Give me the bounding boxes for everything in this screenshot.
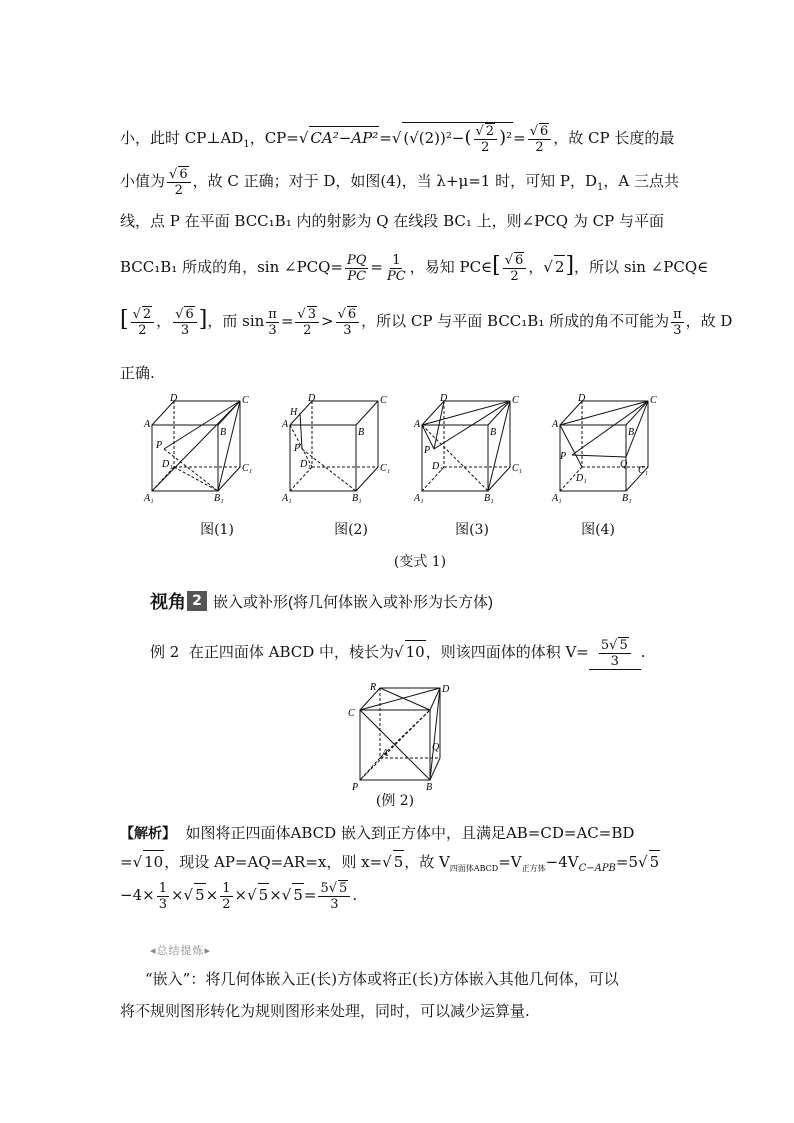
sqrt-sign bbox=[394, 643, 404, 661]
sqrt-content: CA²−AP² bbox=[309, 126, 379, 149]
text-segment: = bbox=[120, 853, 133, 871]
text-segment: =V bbox=[498, 853, 522, 871]
label-C1: C₁ bbox=[380, 463, 390, 474]
bracket-close: ] bbox=[565, 253, 575, 278]
text-segment: = bbox=[370, 258, 383, 276]
text-line-2 bbox=[120, 166, 680, 199]
sqrt-sign bbox=[543, 258, 553, 276]
sqrt-content: 6 bbox=[540, 124, 549, 139]
text-segment: 如图将正四面体ABCD 嵌入到正方体中，且满足AB=CD=AC=BD bbox=[185, 824, 635, 842]
label-B: B bbox=[426, 782, 433, 792]
label-B1: B₁ bbox=[622, 493, 632, 504]
text-segment: > bbox=[321, 312, 334, 330]
label-A1: A₁ bbox=[282, 493, 292, 504]
label-Q: Q bbox=[432, 742, 440, 753]
fraction bbox=[318, 880, 350, 912]
numerator: PQ bbox=[347, 252, 367, 268]
numerator: 1 bbox=[392, 252, 401, 268]
text-line-6: 正确. bbox=[120, 364, 155, 382]
bracket-close: ] bbox=[198, 307, 208, 332]
label-B: B bbox=[358, 427, 365, 438]
paren-close: ) bbox=[499, 127, 507, 148]
text-segment: = bbox=[280, 312, 294, 330]
paren-open: ( bbox=[464, 127, 472, 148]
label-B: B bbox=[220, 427, 227, 438]
numerator: 5 bbox=[600, 638, 610, 653]
label-D: D bbox=[442, 684, 450, 695]
cube-figure-4 bbox=[550, 393, 660, 505]
sqrt-sign bbox=[382, 853, 392, 871]
text-line-4: BCC₁B₁ 所成的角，sin ∠PCQ= $\frac{PQ}{PC}$ = $\frac{1}{PC}$ ，易知 PC∈[ √ $\frac{6}{2}$ ，√ 2]，所以 sin ∠PCQ∈ bbox=[120, 252, 680, 284]
subscript: 四面体ABCD bbox=[449, 864, 499, 873]
fraction bbox=[157, 881, 169, 912]
text-segment: ，故 C 正确；对于 D，如图(4)，当 λ+μ=1 时，可知 P，D bbox=[192, 172, 598, 190]
sqrt-sign bbox=[247, 886, 257, 904]
denominator: PC bbox=[387, 268, 406, 284]
denominator: PC bbox=[347, 268, 367, 284]
fraction bbox=[599, 637, 631, 669]
label-C1: C₁ bbox=[512, 463, 522, 474]
sqrt-sign bbox=[175, 307, 183, 322]
fraction bbox=[295, 306, 319, 338]
sqrt-content: 6 bbox=[347, 307, 357, 322]
sqrt-sign bbox=[297, 307, 305, 322]
subscript: C−APB bbox=[578, 863, 616, 874]
section-header bbox=[150, 588, 493, 614]
cube-figure-1 bbox=[142, 393, 252, 505]
label-H: H bbox=[290, 407, 298, 418]
text-segment: ，故 V bbox=[404, 853, 450, 871]
text-segment: 在正四面体 ABCD 中，棱长为 bbox=[188, 643, 395, 661]
text-segment: . bbox=[352, 886, 358, 904]
label-C: C bbox=[380, 395, 387, 406]
fraction bbox=[167, 166, 191, 198]
text-segment: = bbox=[303, 886, 317, 904]
label-D1: D₁ bbox=[576, 473, 587, 484]
numerator: π bbox=[268, 306, 277, 322]
sqrt-sign bbox=[169, 167, 177, 182]
denominator: 2 bbox=[510, 269, 519, 284]
label-D: D bbox=[578, 393, 586, 404]
sqrt-content: 2 bbox=[485, 124, 495, 139]
subscript: 正方体 bbox=[521, 864, 546, 873]
text-segment: = bbox=[379, 129, 392, 147]
label-P: P bbox=[294, 443, 301, 454]
example-figure bbox=[340, 680, 450, 792]
denominator: 2 bbox=[222, 896, 231, 912]
example-line bbox=[150, 637, 710, 670]
denominator: 3 bbox=[180, 323, 190, 338]
text-segment: −4V bbox=[545, 853, 579, 871]
label-P: P bbox=[352, 782, 359, 792]
label-B: B bbox=[490, 427, 497, 438]
text-segment: × bbox=[205, 886, 219, 904]
numerator: 1 bbox=[222, 880, 231, 896]
fraction bbox=[474, 123, 498, 155]
label-C: C bbox=[650, 395, 657, 406]
denominator: 3 bbox=[610, 654, 619, 669]
label-B1: B₁ bbox=[484, 493, 494, 504]
label-A1: A₁ bbox=[144, 493, 154, 504]
summary-line-2: 将不规则图形转化为规则图形来处理，同时，可以减少运算量. bbox=[120, 1002, 530, 1020]
fraction bbox=[220, 881, 232, 912]
label-R: R bbox=[370, 682, 377, 693]
cube-figure-3 bbox=[412, 393, 522, 505]
sqrt-content: 2 bbox=[554, 255, 566, 278]
text-segment: ² bbox=[506, 129, 513, 147]
label-B1: B₁ bbox=[214, 493, 224, 504]
fraction bbox=[671, 307, 684, 338]
denominator: 3 bbox=[330, 897, 339, 912]
label-D1: D₁ bbox=[162, 459, 173, 470]
label-B1: B₁ bbox=[352, 493, 362, 504]
subscript: 1 bbox=[597, 182, 604, 193]
figure-caption-2: 图(2) bbox=[334, 522, 368, 538]
sqrt-content bbox=[402, 122, 513, 155]
section-title: 嵌入或补形(将几何体嵌入或补形为长方体) bbox=[213, 593, 493, 611]
text-segment: ，A 三点共 bbox=[603, 172, 679, 190]
summary-line-1: “嵌入”：将几何体嵌入正(长)方体或将正(长)方体嵌入其他几何体，可以 bbox=[145, 970, 619, 988]
figure-caption-3: 图(3) bbox=[455, 522, 489, 538]
text-segment: =5 bbox=[615, 853, 639, 871]
text-segment: × bbox=[234, 886, 248, 904]
solution-line-2 bbox=[120, 850, 680, 880]
sqrt-content: 6 bbox=[515, 253, 524, 268]
sqrt-sign bbox=[282, 886, 292, 904]
label-A: A bbox=[382, 748, 389, 759]
fraction bbox=[266, 307, 279, 338]
denominator: 3 bbox=[673, 322, 682, 338]
example-caption: (例 2) bbox=[375, 793, 415, 809]
sqrt-content: 5 bbox=[258, 883, 270, 906]
label-C: C bbox=[242, 395, 249, 406]
text-segment: ，易知 PC∈ bbox=[409, 258, 493, 276]
section-tag: 视角 bbox=[150, 592, 186, 613]
cube-figure-2 bbox=[280, 393, 390, 505]
text-segment: × bbox=[269, 886, 282, 904]
text-segment: 小，此时 CP⊥AD bbox=[120, 129, 244, 147]
sqrt-sign bbox=[609, 638, 617, 653]
figure-caption-1: 图(1) bbox=[200, 522, 234, 538]
text-segment: . bbox=[640, 643, 646, 661]
text-segment: −4× bbox=[120, 886, 155, 904]
sqrt-sign bbox=[505, 253, 513, 268]
sqrt-sign bbox=[133, 307, 141, 322]
label-D: D bbox=[440, 393, 448, 404]
denominator: 3 bbox=[158, 896, 167, 912]
label-A1: A₁ bbox=[552, 493, 562, 504]
subscript: 1 bbox=[243, 139, 250, 150]
label-D1: D₁ bbox=[300, 459, 311, 470]
denominator: 3 bbox=[268, 322, 277, 338]
text-segment: ，则该四面体的体积 V= bbox=[425, 643, 589, 661]
denominator: 2 bbox=[481, 140, 490, 155]
sqrt-sign bbox=[638, 853, 648, 871]
section-number: 2 bbox=[187, 591, 207, 611]
label-P: P bbox=[156, 440, 163, 451]
sqrt-sign bbox=[476, 124, 484, 139]
answer-blank bbox=[589, 637, 641, 670]
sqrt-sign bbox=[184, 886, 194, 904]
solution-line-1 bbox=[120, 822, 680, 845]
numerator: 5 bbox=[320, 881, 329, 896]
label-A: A bbox=[282, 419, 289, 430]
label-P: P bbox=[424, 445, 431, 456]
label-D: D bbox=[170, 393, 178, 404]
sqrt-content: 10 bbox=[143, 850, 164, 873]
sqrt-content: 5 bbox=[292, 883, 304, 906]
label-D: D bbox=[308, 393, 316, 404]
sqrt-content: 5 bbox=[393, 850, 405, 873]
label-Q: Q bbox=[620, 459, 628, 470]
text-segment: ，CP= bbox=[249, 129, 299, 147]
sqrt-content: 5 bbox=[649, 850, 661, 873]
label-A1: A₁ bbox=[414, 493, 424, 504]
text-segment: ，现设 AP=AQ=AR=x，则 x= bbox=[164, 853, 383, 871]
text-segment: ，所以 sin ∠PCQ∈ bbox=[574, 258, 709, 276]
sqrt-content: 5 bbox=[194, 883, 206, 906]
fraction bbox=[528, 123, 552, 155]
text-segment: ，而 sin bbox=[207, 312, 265, 330]
text-segment: × bbox=[170, 886, 184, 904]
fraction bbox=[385, 253, 408, 284]
solution-line-3 bbox=[120, 880, 680, 912]
denominator: 3 bbox=[343, 323, 352, 338]
sqrt-content: 3 bbox=[307, 307, 316, 322]
label-D1: D₁ bbox=[432, 461, 443, 472]
text-segment: BCC₁B₁ 所成的角，sin ∠PCQ= bbox=[120, 258, 344, 276]
text-line-5: [ √ $\frac{2}{2}$ ， √ $\frac{6}{3}$ ]，而 sin $\frac{\pi}{3}$ = √ $\frac{3}{2}$ > √ $\frac{6}{3}$ ，所以 CP 与平面 BCC₁B₁ 所成的角不可能为 $\frac{\pi}{3}$ ，故 D bbox=[120, 306, 680, 338]
example-label: 例 2 bbox=[150, 643, 180, 661]
solution-tag: 【解析】 bbox=[120, 826, 176, 842]
sqrt-sign bbox=[299, 129, 309, 147]
text-segment: ，故 CP 长度的最 bbox=[553, 129, 675, 147]
sqrt-sign bbox=[329, 881, 337, 896]
label-A: A bbox=[414, 419, 421, 430]
label-C1: C₁ bbox=[638, 465, 649, 476]
bracket-open: [ bbox=[120, 307, 129, 332]
figure-group-caption: (变式 1) bbox=[393, 554, 447, 570]
sqrt-sign bbox=[530, 124, 538, 139]
denominator: 2 bbox=[174, 183, 183, 198]
figure-caption-4: 图(4) bbox=[581, 522, 615, 538]
sqrt-content: 5 bbox=[619, 638, 628, 653]
label-P: P bbox=[560, 451, 567, 462]
sqrt-sign bbox=[133, 853, 143, 871]
label-C: C bbox=[512, 395, 519, 406]
label-C: C bbox=[348, 708, 355, 719]
label-B: B bbox=[628, 427, 635, 438]
fraction bbox=[173, 306, 197, 338]
text-segment: 小值为 bbox=[120, 172, 166, 190]
text-line-3: 线，点 P 在平面 BCC₁B₁ 内的射影为 Q 在线段 BC₁ 上，则∠PCQ 为 CP 与平面 bbox=[120, 212, 664, 230]
text-line-1 bbox=[120, 122, 680, 156]
summary-tag: ◂总结提炼▸ bbox=[150, 944, 212, 957]
numerator: π bbox=[673, 306, 682, 322]
sqrt-content: 10 bbox=[405, 640, 426, 663]
fraction bbox=[131, 306, 155, 338]
text-segment: = bbox=[513, 129, 526, 147]
sqrt-content: 5 bbox=[339, 881, 348, 896]
text-segment: ，故 D bbox=[685, 312, 733, 330]
fraction bbox=[345, 253, 368, 284]
bracket-open: [ bbox=[492, 253, 501, 278]
sqrt-content: 6 bbox=[185, 307, 194, 322]
text-segment: (√(2))²− bbox=[403, 129, 465, 147]
fraction bbox=[503, 252, 527, 284]
sqrt-sign bbox=[392, 129, 402, 147]
denominator: 2 bbox=[303, 323, 312, 338]
label-C1: C₁ bbox=[242, 463, 252, 474]
label-A: A bbox=[144, 419, 151, 430]
sqrt-content: 6 bbox=[179, 167, 188, 182]
label-A: A bbox=[552, 419, 559, 430]
text-segment: ，所以 CP 与平面 BCC₁B₁ 所成的角不可能为 bbox=[361, 312, 670, 330]
numerator: 1 bbox=[158, 880, 167, 896]
denominator: 2 bbox=[138, 323, 147, 338]
sqrt-content: 2 bbox=[142, 307, 152, 322]
fraction bbox=[336, 306, 360, 338]
denominator: 2 bbox=[535, 140, 544, 155]
sqrt-sign bbox=[338, 307, 346, 322]
